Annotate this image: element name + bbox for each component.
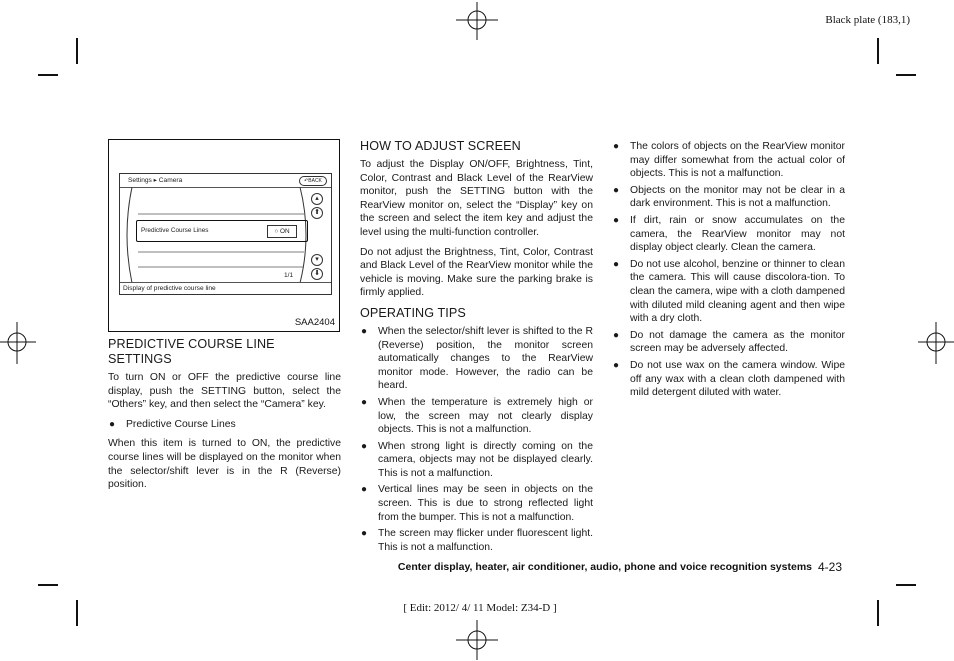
toggle-on[interactable]: ○ ON	[267, 225, 297, 238]
arrow-down-icon: ▾	[315, 256, 319, 263]
list-item: ● Do not use wax on the camera window. Wipe off any wax with a clean cloth dampened with mild detergent diluted with water.	[613, 359, 845, 399]
status-text: Display of predictive course line	[123, 285, 216, 292]
status-bar	[120, 282, 331, 295]
display-screen	[119, 173, 332, 295]
paragraph: To turn ON or OFF the predictive course line display, push the SETTING button, select the “Others” key, and then select the “Camera” key.	[108, 372, 341, 411]
paragraph: To adjust the Display ON/OFF, Brightness, Tint, Color, Contrast and Black Level of the RearView monitor, push the SETTING button with the RearView monitor on, select the “Display” key on the screen and select the item key and adjust the level using the multi-function controller.	[360, 159, 593, 238]
menu-item-label: Predictive Course Lines	[141, 227, 209, 234]
bullet-icon: ●	[613, 184, 620, 196]
scroll-down-button[interactable]	[311, 254, 323, 266]
page-number: 4-23	[818, 560, 843, 574]
bullet-icon: ●	[613, 329, 620, 341]
bullet-icon: ●	[613, 359, 620, 371]
bullet-icon: ●	[361, 440, 368, 452]
bullet-list	[360, 325, 593, 555]
figure-screen-illustration	[108, 139, 340, 332]
toggle-indicator-icon: ○	[274, 228, 279, 235]
crop-mark	[38, 584, 58, 586]
registration-mark-left	[0, 320, 40, 366]
list-item: ● Vertical lines may be seen in objects on the screen. This is due to strong reflected light from the bumper. This is not a malfunction.	[361, 484, 593, 523]
list-item: ● When the temperature is extremely high or low, the screen may not clearly display objects. This is not a malfunction.	[361, 396, 593, 436]
bullet-icon: ●	[109, 418, 116, 430]
list-item: ● If dirt, rain or snow accumulates on the camera, the RearView monitor may not display object clearly. Clean the camera.	[613, 214, 845, 254]
breadcrumb: Settings ▸ Camera	[128, 177, 183, 184]
bullet-icon: ●	[613, 258, 620, 270]
section-heading-tips: OPERATING TIPS	[360, 305, 466, 320]
scroll-up-button[interactable]	[311, 193, 323, 205]
bullet-icon: ●	[361, 325, 368, 337]
back-button[interactable]: ↶BACK	[299, 176, 327, 186]
bullet-icon: ●	[361, 484, 368, 496]
edit-info: [ Edit: 2012/ 4/ 11 Model: Z34-D ]	[403, 602, 557, 614]
list-item: ● Do not use alcohol, benzine or thinner to clean the camera. This will cause discolora-tion. To clean the camera, wipe with a cloth dampened with diluted mild cleaning agent and then wipe with a dry cloth.	[613, 258, 845, 325]
paragraph: When this item is turned to ON, the predictive course lines will be displayed on the monitor when the selector/shift lever is in the R (Reverse) position.	[108, 438, 341, 491]
left-column	[108, 337, 341, 498]
registration-mark-right	[914, 320, 954, 366]
list-item: ● The screen may flicker under fluorescent light. This is not a malfunction.	[361, 528, 593, 553]
bullet-icon: ●	[361, 396, 368, 408]
registration-mark-top	[452, 2, 502, 42]
paragraph: Do not adjust the Brightness, Tint, Color, Contrast and Black Level of the RearView monitor while the vehicle is moving. Make sure the parking brake is firmly applied.	[360, 246, 593, 299]
registration-mark-bottom	[452, 620, 502, 660]
list-item: ● When strong light is directly coming on the camera, objects may not be displayed clearly. This is not a malfunction.	[361, 440, 593, 479]
crop-mark	[877, 600, 879, 626]
list-item: ● Objects on the monitor may not be clear in a dark environment. This is not a malfunction.	[613, 184, 845, 210]
footer-chapter-title: Center display, heater, air conditioner, audio, phone and voice recognition systems	[397, 561, 812, 573]
right-column	[612, 140, 845, 406]
middle-column	[360, 139, 593, 560]
section-heading-predictive: PREDICTIVE COURSE LINE SETTINGS	[108, 337, 275, 366]
crop-mark	[76, 38, 78, 64]
screen-header	[120, 174, 331, 188]
double-arrow-up-icon: ⬆	[314, 209, 320, 216]
bullet-icon: ●	[613, 214, 620, 226]
section-heading-adjust: HOW TO ADJUST SCREEN	[360, 139, 521, 153]
plate-label: Black plate (183,1)	[825, 14, 910, 26]
list-item: ● Predictive Course Lines	[109, 418, 236, 430]
crop-mark	[76, 600, 78, 626]
arrow-up-icon: ▴	[315, 195, 319, 202]
list-item: ● When the selector/shift lever is shifted to the R (Reverse) position, the monitor screen automatically changes to the RearView monitor mode. However, the radio can be heard.	[361, 325, 593, 392]
crop-mark	[896, 584, 916, 586]
page-indicator: 1/1	[284, 272, 294, 279]
list-item: ● The colors of objects on the RearView monitor may differ somewhat from the actual color of objects. This is not a malfunction.	[613, 141, 845, 180]
list-item: ● Do not damage the camera as the monitor screen may be adversely affected.	[613, 329, 845, 355]
crop-mark	[877, 38, 879, 64]
crop-mark	[896, 74, 916, 76]
back-arrow-icon: ↶	[304, 178, 309, 184]
crop-mark	[38, 74, 58, 76]
menu-item-predictive-course-lines[interactable]	[136, 220, 308, 242]
figure-code: SAA2404	[294, 317, 335, 328]
double-arrow-down-icon: ⬇	[314, 270, 320, 277]
bullet-list	[108, 418, 341, 432]
bullet-icon: ●	[361, 528, 368, 540]
page-down-button[interactable]	[311, 268, 323, 280]
page-up-button[interactable]	[311, 207, 323, 219]
bullet-icon: ●	[613, 141, 620, 152]
bullet-list	[612, 140, 845, 400]
